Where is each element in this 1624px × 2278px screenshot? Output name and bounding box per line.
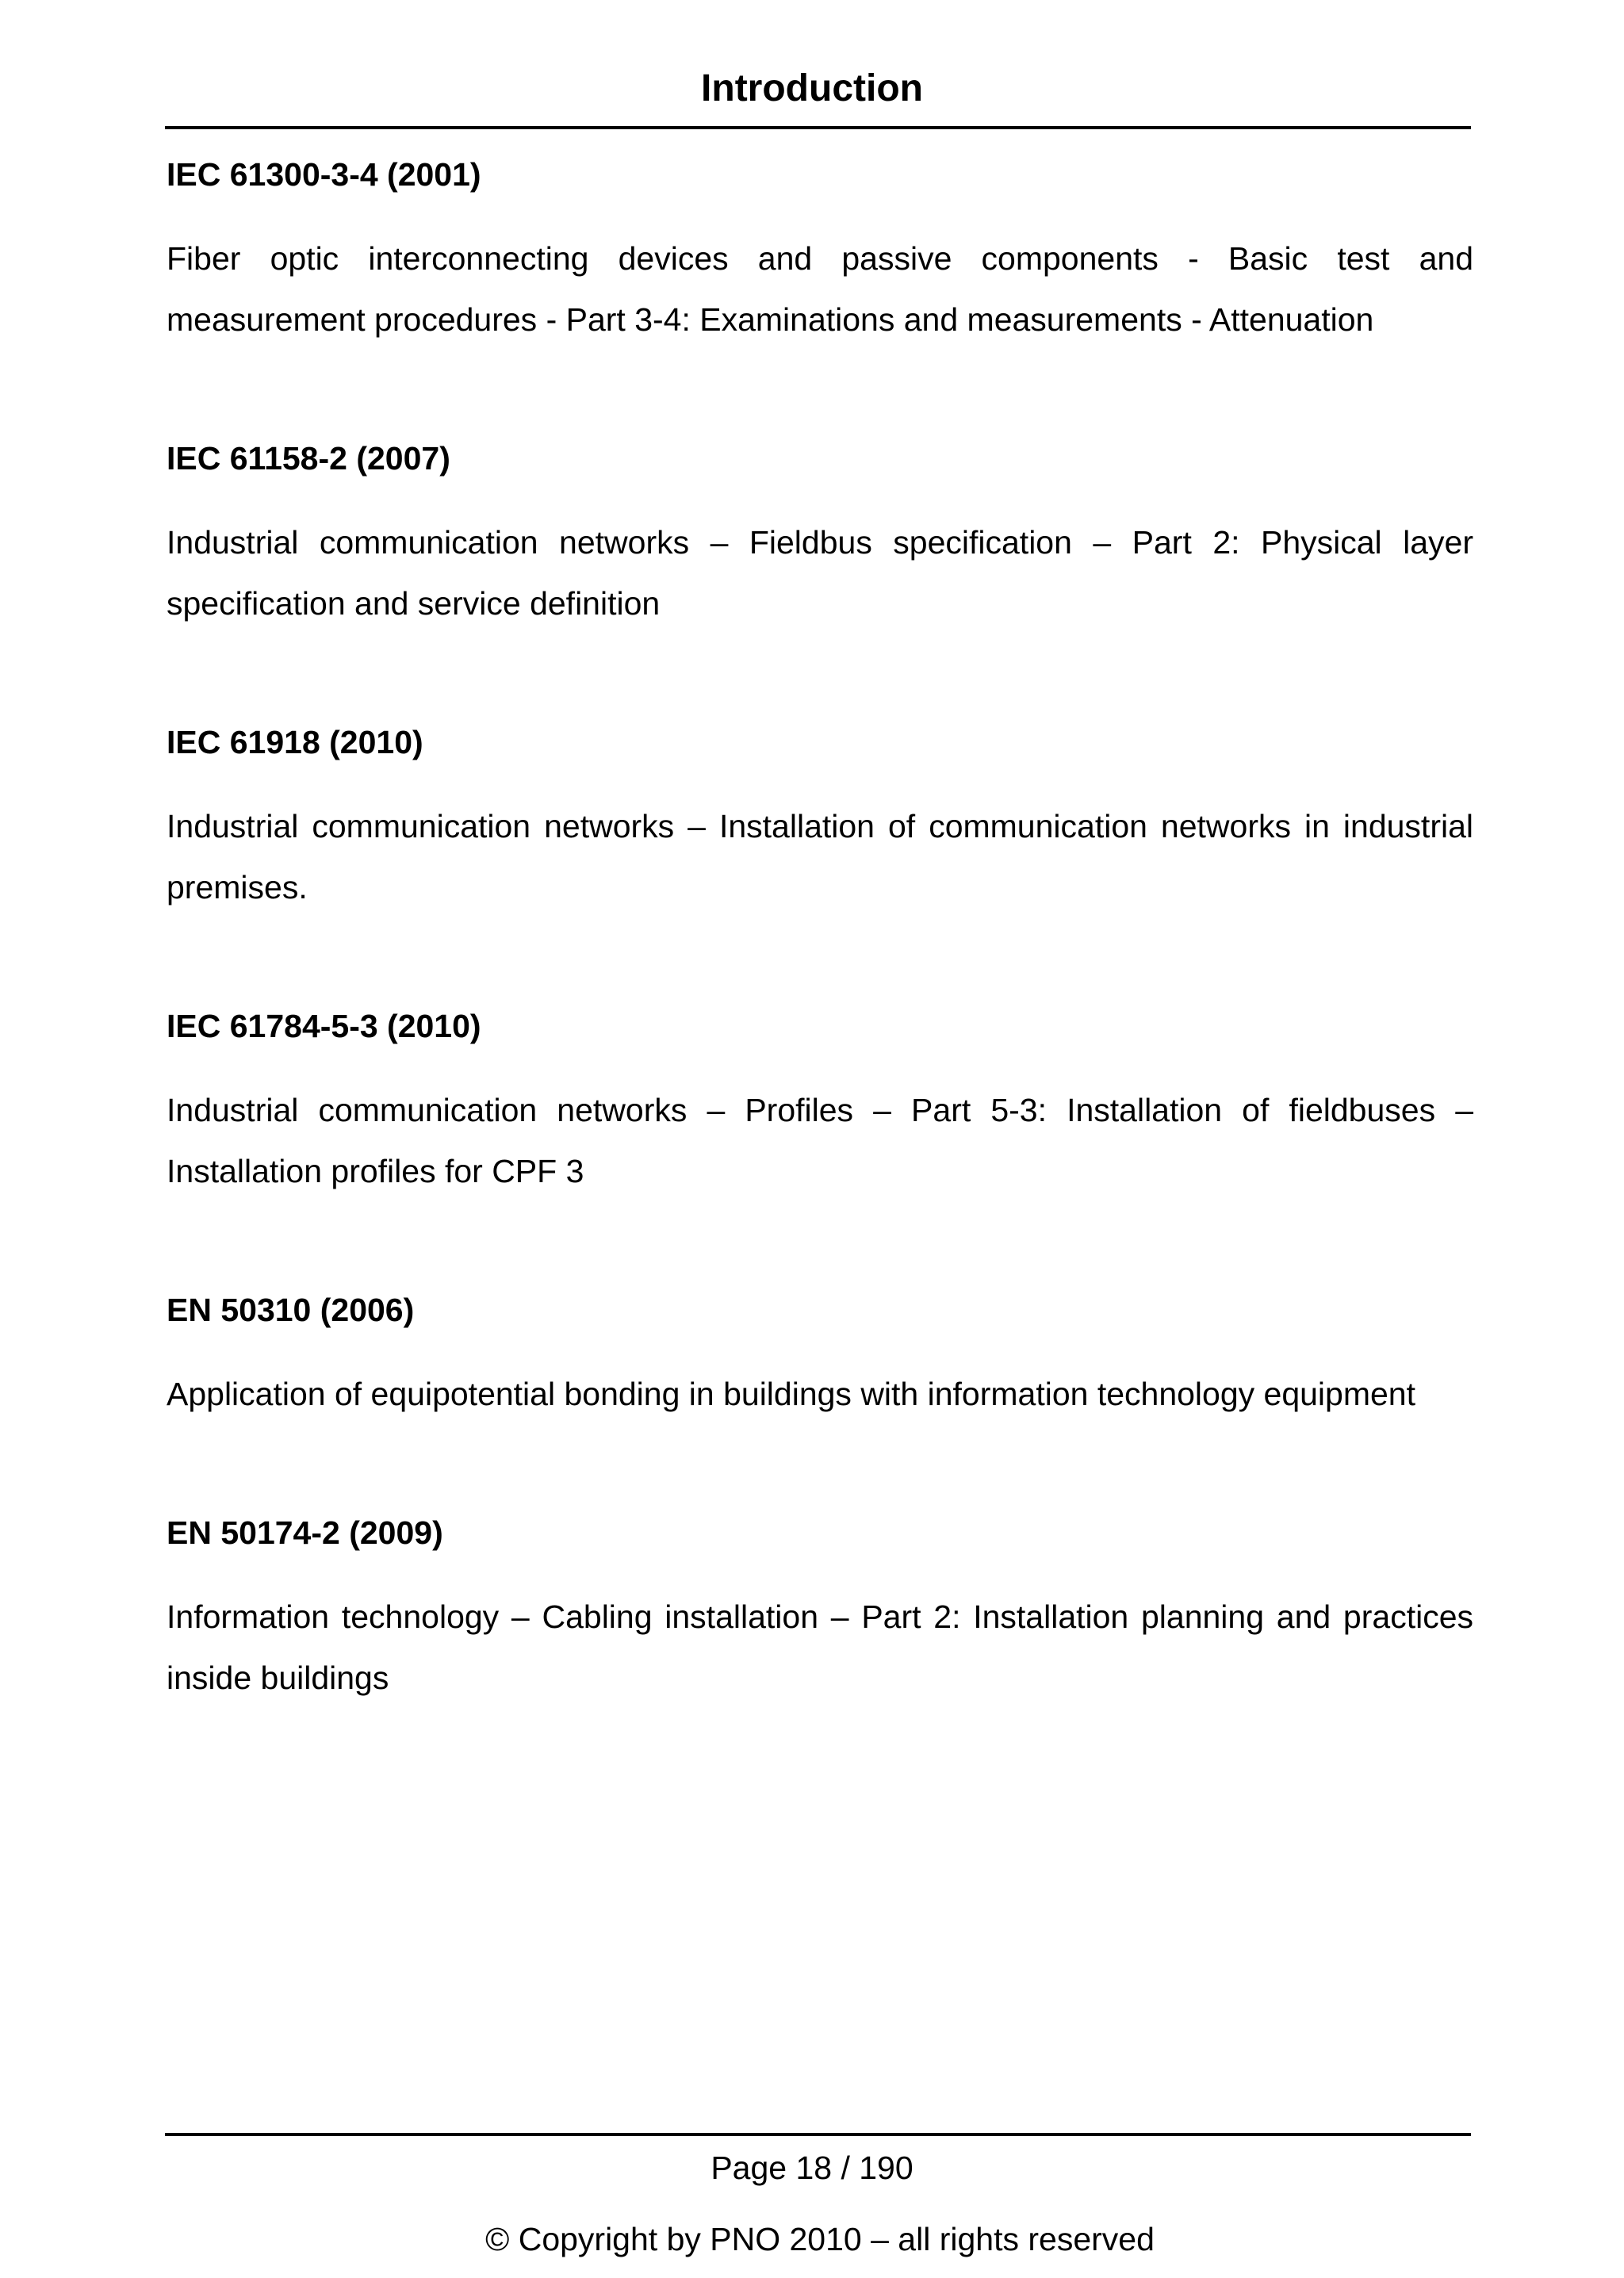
copyright-notice: © Copyright by PNO 2010 – all rights reserved — [485, 2221, 1155, 2257]
footer-divider — [165, 2133, 1471, 2136]
standard-entry — [167, 146, 1473, 350]
page-number: Page 18 / 190 — [710, 2150, 914, 2186]
standard-entry — [167, 1504, 1473, 1709]
standard-description: Fiber optic interconnecting devices and passive components - Basic test and measurement procedures - Part 3-4: Examinations and measurements - Attenuation — [167, 240, 1473, 338]
standard-title: EN 50310 (2006) — [167, 1292, 415, 1328]
standard-entry — [167, 1281, 1473, 1425]
standard-description: Application of equipotential bonding in buildings with information technology equipment — [167, 1376, 1415, 1412]
standard-title: IEC 61784-5-3 (2010) — [167, 1008, 481, 1044]
standard-title: IEC 61300-3-4 (2001) — [167, 156, 481, 193]
standard-description: Industrial communication networks – Fieldbus specification – Part 2: Physical layer specification and service definition — [167, 524, 1473, 622]
standard-description: Industrial communication networks – Installation of communication networks in industrial premises. — [167, 808, 1473, 905]
standard-title: IEC 61158-2 (2007) — [167, 440, 450, 477]
standard-entry — [167, 997, 1473, 1202]
standard-title: IEC 61918 (2010) — [167, 724, 423, 760]
page-header-title: Introduction — [701, 67, 923, 109]
standard-description: Industrial communication networks – Profiles – Part 5-3: Installation of fieldbuses – Installation profiles for CPF 3 — [167, 1092, 1473, 1189]
standard-entry — [167, 430, 1473, 634]
standards-list — [167, 146, 1473, 1788]
standard-entry — [167, 714, 1473, 918]
standard-description: Information technology – Cabling installation – Part 2: Installation planning and practices inside buildings — [167, 1598, 1473, 1696]
header-divider — [165, 126, 1471, 129]
standard-title: EN 50174-2 (2009) — [167, 1514, 443, 1551]
